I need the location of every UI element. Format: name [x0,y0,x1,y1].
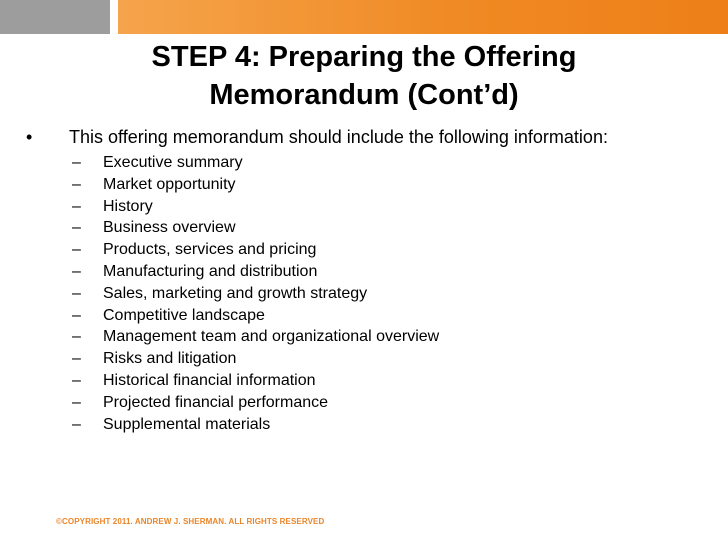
dash-marker: – [72,393,81,411]
list-item [72,305,439,327]
dash-marker: – [72,415,81,433]
list-item-text: Supplemental materials [103,415,271,433]
list-item [72,152,439,174]
slide-title-line-2: Memorandum (Cont’d) [209,79,519,111]
list-item [72,370,439,392]
dash-marker: – [72,241,81,259]
slide-title-line-1: STEP 4: Preparing the Offering [151,41,577,73]
header-gray-block [0,0,110,34]
list-item-text: History [103,197,153,215]
dash-marker: – [72,262,81,280]
dash-marker: – [72,371,81,389]
bullet-marker: • [26,127,33,147]
dash-marker: – [72,219,81,237]
slide-title [90,38,638,114]
dash-marker: – [72,328,81,346]
list-item-text: Executive summary [103,154,243,171]
dash-marker: – [72,197,81,215]
list-item-text: Projected financial performance [103,393,329,411]
list-item [72,414,439,436]
list-item-text: Competitive landscape [103,306,265,324]
list-item [72,326,439,348]
list-item-text: Business overview [103,219,236,237]
list-item [72,217,439,239]
list-item-text: Historical financial information [103,371,316,389]
list-item-text: Market opportunity [103,175,236,193]
header-orange-block [118,0,728,34]
header-bar [0,0,728,34]
bullet-text: This offering memorandum should include the following information: [69,127,608,147]
list-item [72,196,439,218]
list-item [72,174,439,196]
list-item-text: Sales, marketing and growth strategy [103,284,368,302]
list-item-text: Products, services and pricing [103,241,317,259]
dash-marker: – [72,284,81,302]
header-divider [110,0,118,34]
copyright-footer: ©COPYRIGHT 2011. ANDREW J. SHERMAN. ALL RIGHTS RESERVED [56,517,325,526]
list-item [72,239,439,261]
dash-marker: – [72,306,81,324]
dash-marker: – [72,154,81,171]
list-item-text: Management team and organizational overview [103,328,440,346]
list-item-text: Manufacturing and distribution [103,262,318,280]
list-item-text: Risks and litigation [103,350,237,368]
main-bullet [26,126,716,148]
list-item [72,392,439,414]
sub-bullet-list [72,152,439,435]
dash-marker: – [72,175,81,193]
list-item [72,261,439,283]
list-item [72,283,439,305]
list-item [72,348,439,370]
dash-marker: – [72,350,81,368]
